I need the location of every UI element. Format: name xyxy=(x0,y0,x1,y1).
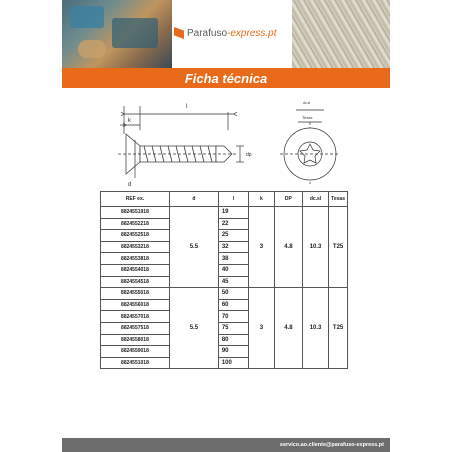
table-row xyxy=(101,207,348,219)
ref-cell: 8824553218 xyxy=(101,241,170,253)
dc-cell: 10.3 xyxy=(302,207,328,288)
footer-bar xyxy=(62,438,390,452)
table-row xyxy=(101,288,348,300)
label-l: l xyxy=(186,104,188,110)
length-cell: 80 xyxy=(218,334,248,346)
length-cell: 50 xyxy=(218,288,248,300)
length-cell: 100 xyxy=(218,357,248,369)
dc-cell: 10.3 xyxy=(302,288,328,369)
dp-cell: 4.8 xyxy=(274,207,302,288)
header-l: l xyxy=(218,192,248,207)
length-cell: 60 xyxy=(218,299,248,311)
header-banner xyxy=(62,0,390,68)
length-cell: 70 xyxy=(218,311,248,323)
length-cell: 25 xyxy=(218,230,248,242)
ref-cell: 8824556018 xyxy=(101,299,170,311)
ref-cell: 8824557518 xyxy=(101,322,170,334)
header-k: k xyxy=(249,192,275,207)
d-cell: 5.5 xyxy=(169,288,218,369)
brand-logo[interactable] xyxy=(174,22,292,44)
header-texas: Texas xyxy=(329,192,348,207)
length-cell: 40 xyxy=(218,264,248,276)
length-cell: 75 xyxy=(218,322,248,334)
ref-cell: 8824555018 xyxy=(101,288,170,300)
ref-cell: 8824551018 xyxy=(101,357,170,369)
footer-email-link[interactable]: servico.ao.cliente@parafuso-express.pt xyxy=(279,442,384,448)
label-dp: dp xyxy=(246,152,252,158)
screw-technical-drawing xyxy=(100,96,358,188)
label-dc: dc.sl xyxy=(303,101,311,105)
ref-cell: 8824554018 xyxy=(101,264,170,276)
header-ref: REF ex. xyxy=(101,192,170,207)
label-k: k xyxy=(128,118,131,124)
brand-name: Parafuso xyxy=(187,27,228,39)
ref-cell: 8824554518 xyxy=(101,276,170,288)
page-title: Ficha técnica xyxy=(184,70,268,86)
brand-accent: -express.pt xyxy=(227,27,277,39)
dp-cell: 4.8 xyxy=(274,288,302,369)
label-d: d xyxy=(128,182,132,188)
ref-cell: 8824553818 xyxy=(101,253,170,265)
ref-cell: 8824551918 xyxy=(101,207,170,219)
ref-cell: 8824552218 xyxy=(101,218,170,230)
screws-photo xyxy=(292,0,390,68)
k-cell: 3 xyxy=(249,207,275,288)
ref-cell: 8824557018 xyxy=(101,311,170,323)
length-cell: 22 xyxy=(218,218,248,230)
ref-cell: 8824552518 xyxy=(101,230,170,242)
length-cell: 90 xyxy=(218,346,248,358)
length-cell: 19 xyxy=(218,207,248,219)
table-header-row xyxy=(101,192,348,207)
texas-cell: T25 xyxy=(329,288,348,369)
d-cell: 5.5 xyxy=(169,207,218,288)
length-cell: 45 xyxy=(218,276,248,288)
length-cell: 32 xyxy=(218,241,248,253)
ref-cell: 8824559018 xyxy=(101,346,170,358)
label-texas: Texas xyxy=(302,115,313,120)
title-bar xyxy=(62,68,390,88)
logo-icon xyxy=(174,27,184,39)
tools-photo xyxy=(62,0,172,68)
ref-cell: 8824558018 xyxy=(101,334,170,346)
k-cell: 3 xyxy=(249,288,275,369)
header-dc: dc.sl xyxy=(302,192,328,207)
spec-table xyxy=(100,191,348,369)
length-cell: 38 xyxy=(218,253,248,265)
texas-cell: T25 xyxy=(329,207,348,288)
header-d: d xyxy=(169,192,218,207)
header-dp: DP xyxy=(274,192,302,207)
